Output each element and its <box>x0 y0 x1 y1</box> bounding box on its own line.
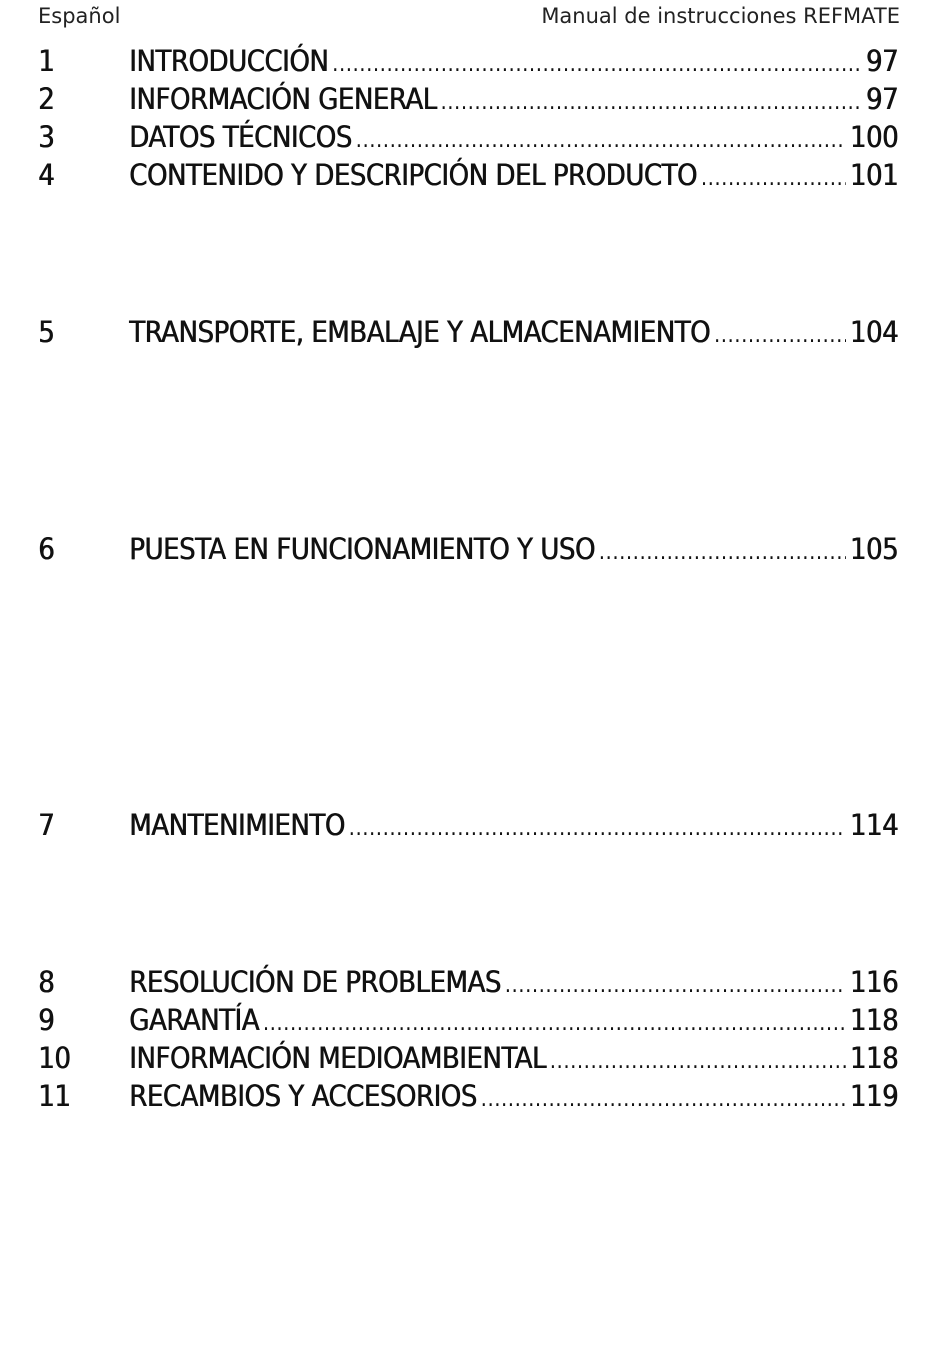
toc-leader-dots <box>263 1011 846 1036</box>
header-language: Español <box>38 4 121 28</box>
toc-number: 7 <box>38 808 55 842</box>
toc-leader-dots <box>349 816 846 841</box>
toc-number: 4 <box>38 158 55 192</box>
toc-page-number: 100 <box>849 120 898 154</box>
toc-page-number: 116 <box>849 965 898 999</box>
toc-entry-4[interactable] <box>38 158 898 196</box>
toc-title: TRANSPORTE, EMBALAJE Y ALMACENAMIENTO <box>129 315 710 349</box>
toc-entry-5[interactable] <box>38 315 898 353</box>
toc-title: INFORMACIÓN GENERAL <box>129 82 437 116</box>
toc-entry-10[interactable] <box>38 1041 898 1079</box>
toc-title: RESOLUCIÓN DE PROBLEMAS <box>129 965 501 999</box>
toc-number: 6 <box>38 532 55 566</box>
toc-title: PUESTA EN FUNCIONAMIENTO Y USO <box>129 532 595 566</box>
toc-entry-2[interactable] <box>38 82 898 120</box>
toc-page-number: 101 <box>849 158 898 192</box>
toc-entry-7[interactable] <box>38 808 898 846</box>
toc-page-number: 118 <box>849 1003 898 1037</box>
toc-title: CONTENIDO Y DESCRIPCIÓN DEL PRODUCTO <box>129 158 697 192</box>
toc-number: 5 <box>38 315 55 349</box>
toc-leader-dots <box>714 323 846 348</box>
toc-number: 8 <box>38 965 55 999</box>
header-manual-title: Manual de instrucciones REFMATE <box>541 4 900 28</box>
toc-title: INTRODUCCIÓN <box>129 44 329 78</box>
toc-entry-1[interactable] <box>38 44 898 82</box>
toc-leader-dots <box>505 973 846 998</box>
toc-leader-dots <box>356 128 846 153</box>
toc-title: GARANTÍA <box>129 1003 259 1037</box>
toc-title: DATOS TÉCNICOS <box>129 120 352 154</box>
toc-number: 9 <box>38 1003 55 1037</box>
toc-entry-9[interactable] <box>38 1003 898 1041</box>
toc-number: 10 <box>38 1041 71 1075</box>
toc-entry-8[interactable] <box>38 965 898 1003</box>
toc-page-number: 119 <box>849 1079 898 1113</box>
toc-number: 3 <box>38 120 55 154</box>
toc-entry-6[interactable] <box>38 532 898 570</box>
toc-number: 2 <box>38 82 55 116</box>
toc-entry-11[interactable] <box>38 1079 898 1117</box>
toc-title: RECAMBIOS Y ACCESORIOS <box>129 1079 477 1113</box>
toc-leader-dots <box>481 1087 846 1112</box>
toc-leader-dots <box>599 540 846 565</box>
toc-leader-dots <box>701 166 846 191</box>
toc-leader-dots <box>550 1049 846 1074</box>
toc-page-number: 104 <box>849 315 898 349</box>
toc-entry-3[interactable] <box>38 120 898 158</box>
toc-page-number: 105 <box>849 532 898 566</box>
toc-number: 11 <box>38 1079 71 1113</box>
toc-title: INFORMACIÓN MEDIOAMBIENTAL <box>129 1041 546 1075</box>
toc-page-number: 97 <box>865 82 898 116</box>
toc-leader-dots <box>440 90 861 115</box>
toc-page-number: 114 <box>849 808 898 842</box>
toc-title: MANTENIMIENTO <box>129 808 345 842</box>
toc-page-number: 97 <box>865 44 898 78</box>
toc-number: 1 <box>38 44 55 78</box>
toc-leader-dots <box>332 52 862 77</box>
toc-page-number: 118 <box>849 1041 898 1075</box>
